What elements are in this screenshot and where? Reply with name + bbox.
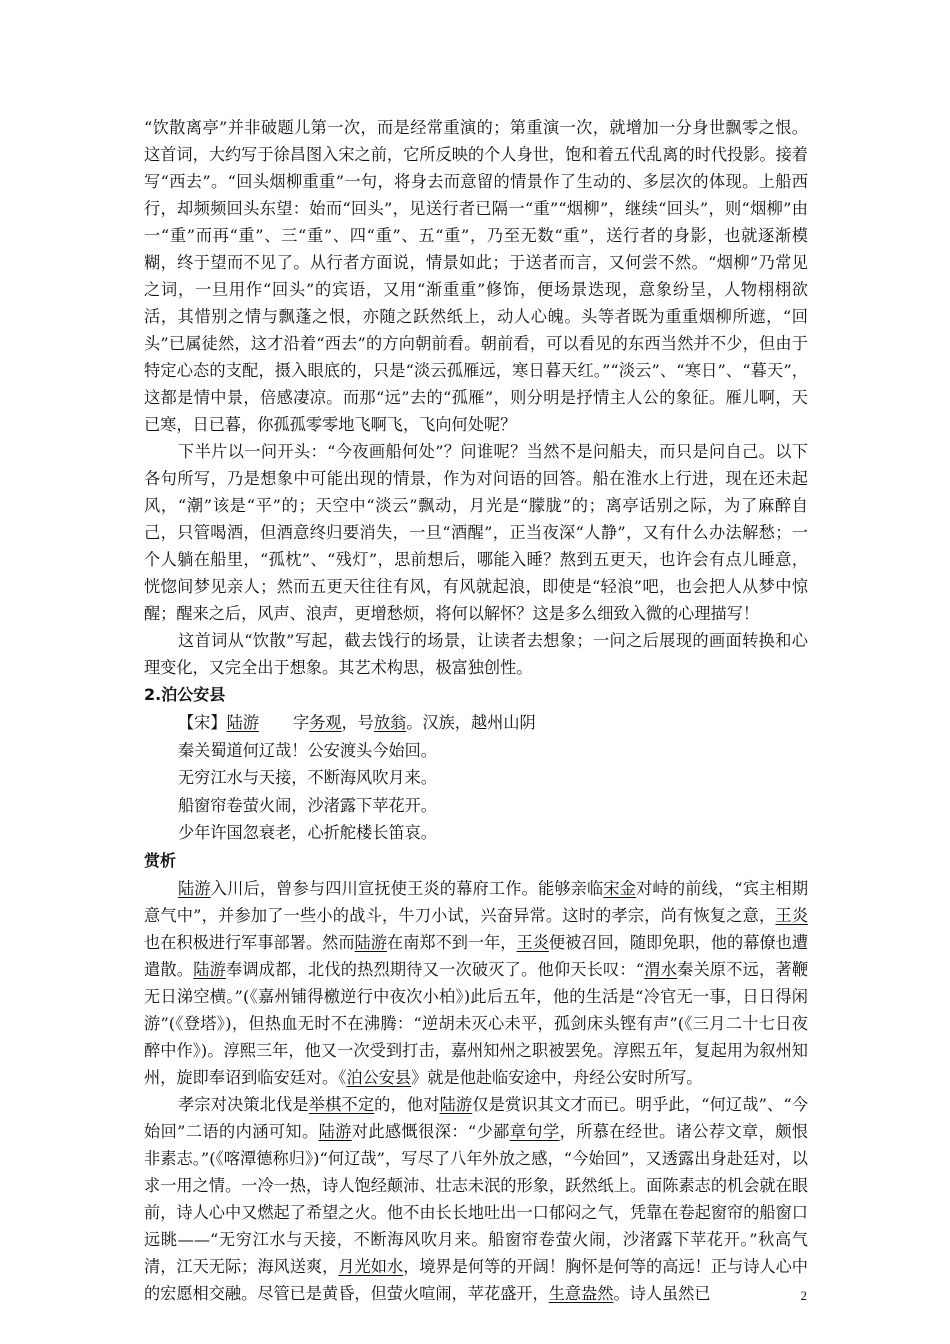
term-link[interactable]: 泊公安县 (346, 1067, 412, 1087)
term-link[interactable]: 生意盎然 (548, 1283, 614, 1303)
poet-origin: 。汉族，越州山阴 (406, 713, 536, 732)
text-run: 孝宗对决策北伐是 (178, 1094, 309, 1114)
commentary-paragraph-1: “饮散离亭”并非破题儿第一次，而是经常重演的；第重演一次，就增加一分身世飘零之恨。这首词，大约写于徐昌图入宋之前，它所反映的个人身世，饱和着五代乱离的时代投影。接着写“西去”。“回头烟柳重重”一句，将身去而意留的情景作了生动的、多层次的体现。上船西行，却频频回头东望：始而“回头”，见送行者已隔一“重”“烟柳”，继续“回头”，则“烟柳”由一“重”而再“重”、三“重”、四“重”、五“重”，乃至无数“重”，送行者的身影，也就逐渐模糊，终于望而不见了。从行者方面说，情景如此；于送者而言，又何尝不然。“烟柳”乃常见之词，一旦用作“回头”的宾语，又用“渐重重”修饰，便场景迭现，意象纷呈，人物栩栩欲活，其惜别之情与飘蓬之恨，亦随之跃然纸上，动人心魄。头等者既为重重烟柳所遮，“回头”已属徒然，这才沿着“西去”的方向朝前看。朝前看，可以看见的东西当然并不少，但由于特定心态的支配，摄入眼底的，只是“淡云孤雁远，寒日暮天红。”“淡云”、“寒日”、“暮天”，这都是情中景，倍感凄凉。而那“远”去的“孤雁”，则分明是抒情主人公的象征。雁儿啊，天已寒，日已暮，你孤孤零零地飞啊飞，飞向何处呢？ (144, 118, 808, 434)
commentary-paragraph-2: 下半片以一问开头：“今夜画船何处”？问谁呢？当然不是问船夫，而只是问自己。以下各句所写，乃是想象中可能出现的情景，作为对问语的回答。船在淮水上行进，现在还未起风，“潮”该是“平”的；天空中“淡云”飘动，月光是“朦胧”的；离亭话别之际，为了麻醉自己，只管喝酒，但酒意终归要消失，一旦“酒醒”，正当夜深“人静”，又有什么办法解愁；一个人躺在船里，“孤枕”、“残灯”，思前想后，哪能入睡？熬到五更天，也许会有点儿睡意，恍惚间梦见亲人；然而五更天往往有风，有风就起浪，即使是“轻浪”吧，也会把人从梦中惊醒；醒来之后，风声、浪声，更增愁烦，将何以解怀？这是多么细致入微的心理描写！ (144, 442, 808, 623)
text-run: 秦关原不远，著鞭无日涕空横。”(《嘉州铺得檄逆行中夜次小柏》)此后五年，他的生活是“冷官无一事，日日得闲游”(《登塔》)，但热血无时不在沸腾：“逆胡未灭心未平，孤剑床头铿有声”(《三月二十七日夜醉中作》)。淳熙三年，他又一次受到打击，嘉州知州之职被罢免。淳熙五年，复起用为叙州知州，旋即奉诏到临安廷对。《 (144, 959, 809, 1087)
text-run: 仅是赏识其文才而已。明乎此，“何辽哉”、“今始回”二语的内涵可知。 (144, 1094, 809, 1141)
appreciation-paragraph-1 (144, 875, 808, 1091)
text-run: 对峙的前线，“宾主相期意气中”，并参加了一些小的战斗，牛刀小试，兴奋异常。这时的孝宗，尚有恢复之意， (144, 878, 809, 925)
term-link[interactable]: 月光如水 (338, 1256, 404, 1276)
text-run: 便被召回，随即免职，他的幕僚也遭遣散。 (144, 932, 809, 979)
term-link[interactable]: 王炎 (775, 905, 809, 925)
text-run: 》就是他赴临安途中，舟经公安时所写。 (411, 1067, 703, 1087)
appreciation-paragraph-2 (144, 1091, 808, 1307)
commentary-paragraph-3: 这首词从“饮散”写起，截去饯行的场景，让读者去想象；一问之后展现的画面转换和心理变化，又完全出于想象。其艺术构思，极富独创性。 (144, 631, 808, 677)
poem-author-line (144, 709, 808, 737)
text-run: 对此感慨很深：“少鄙 (351, 1121, 510, 1141)
text-run: 的，他对 (374, 1094, 440, 1114)
poem-line-2: 无穷江水与天接，不断海风吹月来。 (178, 768, 437, 787)
poet-zi-link[interactable]: 务观 (309, 713, 342, 732)
text-run: 。诗人虽然已 (613, 1283, 711, 1303)
poem-line-3: 船窗帘卷萤火闹，沙渚露下苹花开。 (178, 795, 437, 815)
term-link[interactable]: 举棋不定 (308, 1094, 375, 1114)
term-link[interactable]: 宋金 (603, 878, 637, 898)
text-run: 入川后，曾参与四川宣抚使王炎的幕府工作。能够亲临 (210, 878, 604, 898)
term-link[interactable]: 陆游 (354, 932, 387, 952)
term-link[interactable]: 章句学 (509, 1121, 560, 1141)
term-link[interactable]: 陆游 (193, 959, 226, 979)
term-link[interactable]: 陆游 (178, 878, 211, 898)
poem-dynasty: 【宋】 (178, 713, 227, 732)
text-run: 在南郑不到一年， (386, 932, 517, 952)
poet-hao-link[interactable]: 放翁 (373, 713, 407, 732)
text-run: 奉调成都，北伐的热烈期待又一次破灭了。他仰天长叹：“ (225, 959, 645, 979)
term-link[interactable]: 陆游 (318, 1121, 352, 1141)
section-heading-appreciation: 赏析 (144, 850, 177, 870)
poem-line-4: 少年许国忽衰老，心折舵楼长笛哀。 (178, 823, 437, 842)
term-link[interactable]: 陆游 (439, 1094, 473, 1114)
page-number: 2 (800, 1288, 807, 1303)
poet-hao-label: ，号 (341, 713, 374, 732)
page-content (144, 114, 808, 1307)
term-link[interactable]: 渭水 (644, 959, 678, 979)
poet-name-link[interactable]: 陆游 (226, 713, 259, 732)
text-run: ，境界是何等的开阔！胸怀是何等的高远！正与诗人心中的宏愿相交融。尽管已是黄昏，但萤火喧闹，苹花盛开， (144, 1256, 808, 1303)
text-run: ，所慕在经世。诸公荐文章，颇恨非素志。”(《喀潭德称归》)“何辽哉”，写尽了八年外放之感，“今始回”，又透露出身赴廷对，以求一用之情。一冷一热，诗人饱经颠沛、壮志未泯的形象，跃然纸上。面陈素志的机会就在眼前，诗人心中又燃起了希望之火。他不由长长地吐出一口郁闷之气，凭靠在卷起窗帘的船窗口远眺——“无穷江水与天接，不断海风吹月来。船窗帘卷萤火闹，沙渚露下苹花开。”秋高气清，江天无际；海风送爽， (144, 1121, 809, 1276)
poem-line-1: 秦关蜀道何辽哉！公安渡头今始回。 (178, 740, 437, 760)
term-link[interactable]: 王炎 (516, 932, 549, 952)
poet-zi-label: 字 (292, 713, 310, 732)
section-heading-poem: 2.泊公安县 (144, 685, 226, 704)
text-run: 也在积极进行军事部署。然而 (144, 932, 355, 952)
